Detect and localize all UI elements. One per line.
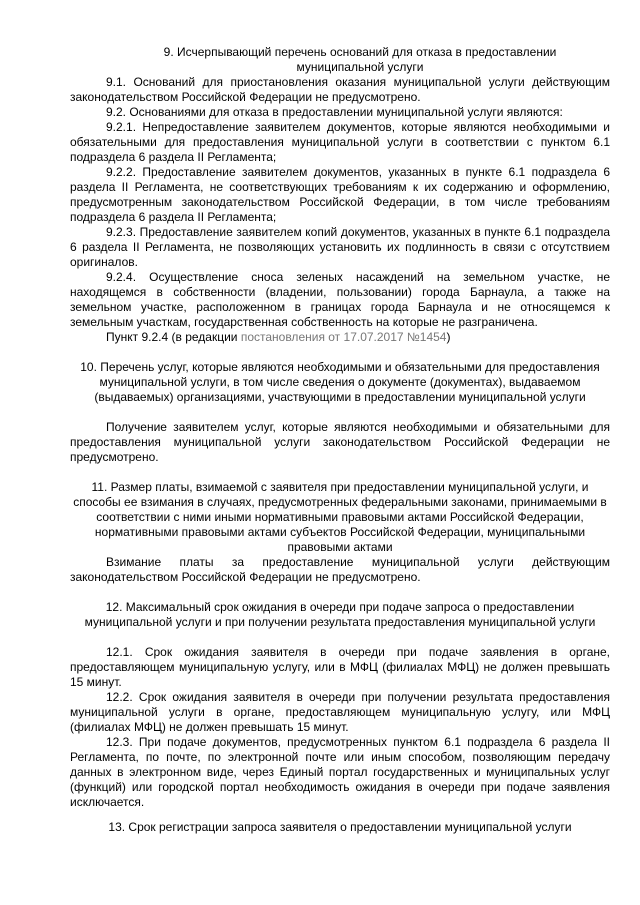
section-11-title: 11. Размер платы, взимаемой с заявителя при предоставлении муниципальной услуги, и способы ее взимания в случаях, предусмотренных федеральными законами, принимаемыми в соответствии с ними иными нормативными правовыми актами Российской Федерации, нормативными правовыми актами субъектов Российской Федерации, муниципальными правовыми актами bbox=[73, 480, 607, 554]
paragraph-9-2-3: 9.2.3. Предоставление заявителем копий документов, указанных в пункте 6.1 подраздела 6 раздела II Регламента, не позволяющих установить их подлинность в связи с отсутствием оригиналов. bbox=[70, 225, 610, 269]
paragraph-9-1: 9.1. Оснований для приостановления оказания муниципальной услуги действующим законодательством Российской Федерации не предусмотрено. bbox=[70, 75, 610, 104]
paragraph-12-2: 12.2. Срок ожидания заявителя в очереди при получении результата предоставления муниципальной услуги в органе, предоставляющем муниципальную услугу, или МФЦ (филиалах МФЦ) не должен превышать 15 минут. bbox=[70, 690, 610, 734]
paragraph-12-3: 12.3. При подаче документов, предусмотренных пунктом 6.1 подраздела 6 раздела II Регламента, по почте, по электронной почте или иным способом, позволяющим передачу данных в электронном виде, через Единый портал государственных и муниципальных услуг (функций) или городской портал необходимость ожидания в очереди при подаче заявления исключается. bbox=[70, 735, 610, 809]
paragraph-11-1: Взимание платы за предоставление муниципальной услуги действующим законодательством Российской Федерации не предусмотрено. bbox=[70, 555, 610, 584]
paragraph-9-2-1: 9.2.1. Непредоставление заявителем документов, которые являются необходимыми и обязательными для предоставления муниципальной услуги в соответствии с пунктом 6.1 подраздела 6 раздела II Регламента; bbox=[70, 120, 610, 164]
section-13-title: 13. Срок регистрации запроса заявителя о предоставлении муниципальной услуги bbox=[108, 820, 572, 834]
paragraph-10-1: Получение заявителем услуг, которые являются необходимыми и обязательными для предоставления муниципальной услуги законодательством Российской Федерации не предусмотрено. bbox=[70, 420, 610, 464]
section-9-title: 9. Исчерпывающий перечень оснований для отказа в предоставлении муниципальной услуги bbox=[163, 45, 557, 74]
paragraph-9-2-4: 9.2.4. Осуществление сноса зеленых насаждений на земельном участке, не находящемся в собственности (владении, пользовании) города Барнаула, а также на земельном участке, расположенном в границах города Барнаула и не относящемся к земельным участкам, государственная собственность на которые не разграничена. bbox=[70, 270, 610, 329]
amendment-note bbox=[70, 330, 610, 345]
amendment-link[interactable]: постановления от 17.07.2017 №1454 bbox=[240, 330, 447, 344]
paragraph-9-2: 9.2. Основаниями для отказа в предоставлении муниципальной услуги являются: bbox=[106, 105, 563, 119]
section-10-title: 10. Перечень услуг, которые являются необходимыми и обязательными для предоставления муниципальной услуги, в том числе сведения о документе (документах), выдаваемом (выдаваемых) организациями, участвующими в предоставлении муниципальной услуги bbox=[80, 360, 600, 404]
amendment-note-prefix: Пункт 9.2.4 (в редакции bbox=[106, 330, 241, 344]
paragraph-9-2-2: 9.2.2. Предоставление заявителем документов, указанных в пункте 6.1 подраздела 6 раздела II Регламента, не соответствующих требованиям к их содержанию и оформлению, предусмотренным законодательством Российской Федерации, в том числе требованиям подраздела 6 раздела II Регламента; bbox=[70, 165, 610, 224]
amendment-note-suffix: ) bbox=[446, 330, 451, 344]
paragraph-12-1: 12.1. Срок ожидания заявителя в очереди при подаче заявления в органе, предоставляющем муниципальную услугу, или в МФЦ (филиалах МФЦ) не должен превышать 15 минут. bbox=[70, 645, 610, 689]
section-12-title: 12. Максимальный срок ожидания в очереди при подаче запроса о предоставлении муниципальной услуги и при получении результата предоставления муниципальной услуги bbox=[84, 600, 596, 629]
